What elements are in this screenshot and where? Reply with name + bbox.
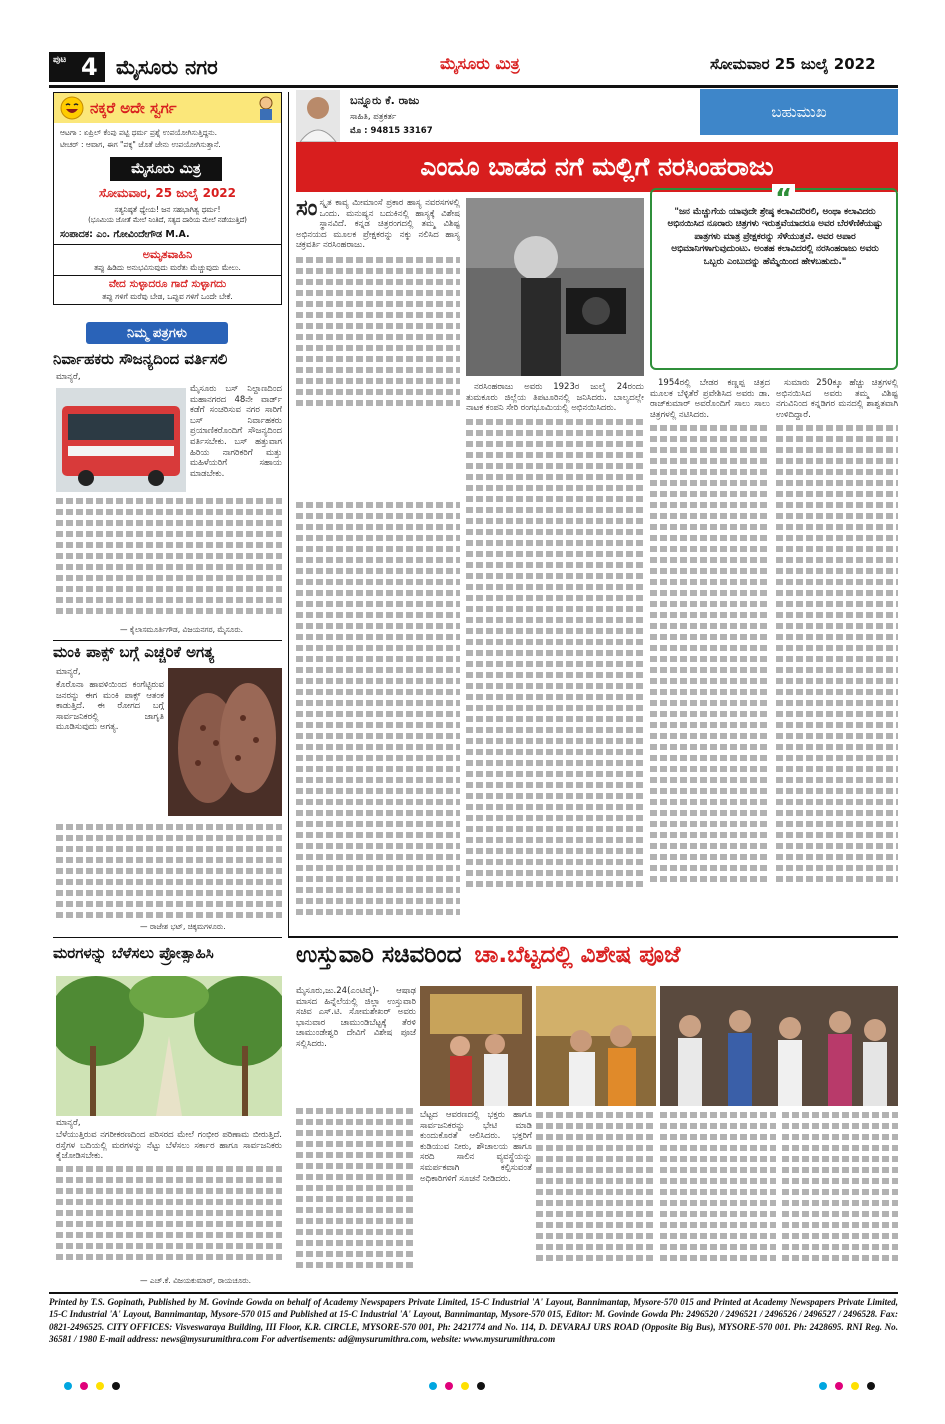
column-tag	[700, 89, 898, 135]
puja-col-2: ಬೆಟ್ಟದ ಆವರಣದಲ್ಲಿ ಭಕ್ತರು ಹಾಗೂ ಸಾರ್ವಜನಿಕರನ್ನು ಭೇಟಿ ಮಾಡಿ ಕುಂದುಕೊರತೆ ಆಲಿಸಿದರು. ಭಕ್ತರಿಗೆ ಕುಡಿಯುವ ನೀರು, ಶೌಚಾಲಯ ಹಾಗೂ ಸರದಿ ಸಾಲಿನ ವ್ಯವಸ್ಥೆಯನ್ನು ಸಮರ್ಪಕವಾಗಿ ಕಲ್ಪಿಸುವಂತೆ ಅಧಿಕಾರಿಗಳಿಗೆ ಸೂಚನೆ ನೀಡಿದರು.	[420, 1110, 532, 1184]
header-rule	[49, 85, 898, 88]
masthead-box	[110, 157, 222, 181]
letter-1-text-right: ಮೈಸೂರು ಬಸ್ ನಿಲ್ದಾಣದಿಂದ ಮಹಾನಗರದ 48ನೇ ವಾರ್ಡ್ ಕಡೆಗೆ ಸಂಚರಿಸುವ ನಗರ ಸಾರಿಗೆ ಬಸ್ ನಿರ್ವಾಹಕರು ಪ್ರಯಾಣಿಕರೊಂದಿಗೆ ಸೌಜನ್ಯದಿಂದ ವರ್ತಿಸಬೇಕು. ಬಸ್ ಹತ್ತುವಾಗ ಹಿರಿಯ ನಾಗರಿಕರಿಗೆ ಮತ್ತು ಮಹಿಳೆಯರಿಗೆ ಸಹಾಯ ಮಾಡಬೇಕು.	[190, 384, 282, 479]
letter-3-body: ಬೆಳೆಯುತ್ತಿರುವ ನಗರೀಕರಣದಿಂದ ಪರಿಸರದ ಮೇಲೆ ಗಂಭೀರ ಪರಿಣಾಮ ಬೀರುತ್ತಿದೆ. ರಸ್ತೆಗಳ ಬದಿಯಲ್ಲಿ ಮರಗಳನ್ನು ನೆಟ್ಟು ಬೆಳೆಸಲು ಸರ್ಕಾರ ಹಾಗೂ ಸಾರ್ವಜನಿಕರು ಕೈಜೋಡಿಸಬೇಕು.	[56, 1130, 282, 1162]
letter-2-title: ಮಂಕಿ ಪಾಕ್ಸ್ ಬಗ್ಗೆ ಎಚ್ಚರಿಕೆ ಅಗತ್ಯ	[53, 643, 215, 661]
column-rule	[288, 92, 289, 936]
section-rule	[288, 936, 898, 938]
puja-photo-3	[660, 986, 898, 1106]
author-name: ಬನ್ನೂರು ಕೆ. ರಾಜು	[350, 94, 420, 107]
page-number: 4	[81, 53, 98, 81]
reg-dot-black	[477, 1382, 485, 1390]
column-tag-label: ಬಹುಮುಖ	[771, 103, 827, 121]
trees-photo	[56, 976, 282, 1116]
reg-dot-black	[867, 1382, 875, 1390]
puja-headline-red: ಚಾ.ಬೆಟ್ಟದಲ್ಲಿ ವಿಶೇಷ ಪೂಜೆ	[474, 942, 681, 968]
joke-title: ನಕ್ಕರೆ ಅದೇ ಸ್ವರ್ಗ	[90, 99, 177, 117]
reg-dot-yellow	[461, 1382, 469, 1390]
masthead-small: ಮೈಸೂರು ಮಿತ್ರ	[440, 54, 520, 73]
editor-line: ಸಂಪಾದಕ: ಎಂ. ಗೋವಿಂದೇಗೌಡ M.A.	[60, 229, 190, 240]
reg-dot-yellow	[851, 1382, 859, 1390]
footer-imprint: Printed by T.S. Gopinath, Published by M. Govinde Gowda on behalf of Academy Newspapers Private Limited, 15-C Industrial 'A' Layout, Bannimantap, Mysore-570 015 and Printed at Academy Newspapers Private Limited, 15-C Industrial 'A' Layout, Bannimantap, Mysore-570 015 and Published at 15-C Industrial 'A' Layout, Bannimantap, Mysore-570 015, Editor: M. Govinde Gowda Ph: 2496520 / 2496521 / 2496526 / 2496527 / 2496528. Fax: 0821-2496525. CITY OFFICES: Visveswaraya Building, III Floor, K.R. CIRCLE, MYSORE-570 001, Ph: 2421774 and No. 114, D. DEVARAJ URS ROAD (Opposite Big Bus), MYSORE-570 001. Ph: 2428695. RNI Reg. No. 36581 / 1980 E-mail address: news@mysurumithra.com For advertisements: ad@mysurumithra.com, website: www.mysurumithra.com	[49, 1297, 898, 1345]
puja-photo-2	[536, 986, 656, 1106]
registration-marks-left	[60, 1375, 124, 1394]
puja-lead: ಮೈಸೂರು,ಜು.24(ಎಂಟಿವೈ)- ಆಷಾಢ ಮಾಸದ ಹಿನ್ನೆಲೆಯಲ್ಲಿ ಜಿಲ್ಲಾ ಉಸ್ತುವಾರಿ ಸಚಿವ ಎಸ್.ಟಿ. ಸೋಮಶೇಖರ್ ಅವರು ಭಾನುವಾರ ಚಾಮುಂಡಿಬೆಟ್ಟಕ್ಕೆ ತೆರಳಿ ಚಾಮುಂಡೇಶ್ವರಿ ದೇವಿಗೆ ವಿಶೇಷ ಪೂಜೆ ಸಲ್ಲಿಸಿದರು.	[296, 986, 416, 1049]
author-photo	[296, 90, 340, 142]
author-role: ಸಾಹಿತಿ, ಪತ್ರಕರ್ತ	[350, 112, 397, 122]
pull-quote	[650, 184, 898, 370]
page-label-box	[49, 52, 105, 82]
divider	[53, 937, 282, 938]
letter-3-sign: — ಎಚ್.ಕೆ. ವಿಜಯಕುಮಾರ್, ರಾಯಚೂರು.	[140, 1276, 251, 1285]
joke-header	[54, 93, 281, 123]
feature-body-1: ನರಸಿಂಹರಾಜು ಅವರು 1923ರ ಜುಲೈ 24ರಂದು ತುಮಕೂರು ಜಿಲ್ಲೆಯ ತಿಪಟೂರಿನಲ್ಲಿ ಜನಿಸಿದರು. ಬಾಲ್ಯದಲ್ಲೇ ನಾಟಕ ಕಂಪನಿ ಸೇರಿ ರಂಗಭೂಮಿಯಲ್ಲಿ ಅಭಿನಯಿಸಿದರು.	[466, 382, 644, 414]
letter-1-intro: ಮಾನ್ಯರೆ,	[56, 372, 81, 382]
bus-image	[56, 388, 186, 492]
letter-1-sign: — ಕೈಲಾಸಮೂರ್ತಿಗೌಡ, ವಿಜಯನಗರ, ಮೈಸೂರು.	[120, 625, 244, 634]
divider	[54, 275, 281, 276]
feature-col-1-lower	[296, 500, 460, 922]
letters-banner	[86, 322, 228, 344]
reg-dot-yellow	[96, 1382, 104, 1390]
divider	[54, 244, 281, 245]
header-date: ಸೋಮವಾರ 25 ಜುಲೈ 2022	[710, 55, 876, 73]
registration-marks-right	[815, 1375, 879, 1394]
veda-text: ತಪ್ಪು ಗಳಿಗೆ ಮರೆವು ಬೇಡ, ಒಪ್ಪುವ ಗಳಿಗೆ ಒಂದೇ ಬೇಕೆ.	[102, 292, 233, 301]
reg-dot-cyan	[429, 1382, 437, 1390]
amrutha-text: ತಪ್ಪು ಹಿಡಿದು ಅನುಭವಿಸುವುದು ಮರೆತು ಮೆಚ್ಚುವುದು ಮೇಲು.	[94, 263, 241, 272]
puja-col-1	[296, 1106, 416, 1276]
reg-dot-black	[112, 1382, 120, 1390]
tagline-2: (ಭೂಮಿಯ ಜೋತೆ ಮೇಲೆ ನಿಂತಿದೆ, ಸತ್ಯದ ದಾರಿಯ ಮೇಲೆ ನಡೆಯುತ್ತಿದೆ)	[88, 216, 247, 224]
monkeypox-photo	[168, 668, 282, 816]
puja-headline	[296, 942, 898, 982]
feature-col-4	[776, 378, 898, 922]
reg-dot-magenta	[835, 1382, 843, 1390]
puja-image-2	[536, 986, 656, 1106]
feature-headline: ಎಂದೂ ಬಾಡದ ನಗೆ ಮಲ್ಲಿಗೆ ನರಸಿಂಹರಾಜು	[296, 142, 898, 192]
author-portrait	[296, 90, 340, 142]
puja-headline-black: ಉಸ್ತುವಾರಿ ಸಚಿವರಿಂದ	[296, 942, 462, 968]
letter-3-fill	[56, 1164, 282, 1274]
letters-banner-label: ನಿಮ್ಮ ಪತ್ರಗಳು	[127, 326, 187, 341]
puja-photo-1	[420, 986, 532, 1106]
puja-col-4	[660, 1110, 776, 1276]
trees-image	[56, 976, 282, 1116]
actor-photo	[466, 198, 644, 376]
footer-rule	[49, 1292, 898, 1294]
feature-col-2	[466, 382, 644, 922]
joke-line-1: ಆಟಗಾ : ಏಪ್ರಿಲ್ ಕೆಂಪು ಪಟ್ಟಿ ಧರ್ಮ ಪ್ರಶ್ನೆ ಉಪಯೋಗಿಸುತ್ತಿದ್ದನು.	[60, 128, 218, 137]
quote-mark-icon: “	[772, 184, 795, 214]
registration-marks-center	[425, 1375, 489, 1394]
puja-image-3	[660, 986, 898, 1106]
laughing-face-icon	[60, 96, 84, 120]
letter-1-title: ನಿರ್ವಾಹಕರು ಸೌಜನ್ಯದಿಂದ ವರ್ತಿಸಲಿ	[53, 350, 228, 368]
feature-lead	[296, 198, 460, 498]
letter-3-title: ಮರಗಳನ್ನು ಬೆಳೆಸಲು ಪ್ರೋತ್ಸಾಹಿಸಿ	[53, 944, 214, 962]
actor-image	[466, 198, 644, 376]
hands-image	[168, 668, 282, 816]
letter-2-intro: ಮಾನ್ಯರೆ,	[56, 667, 81, 677]
masthead-logo: ಮೈಸೂರು ಮಿತ್ರ	[131, 161, 201, 177]
letter-1-body	[56, 384, 282, 634]
masthead-date: ಸೋಮವಾರ, 25 ಜುಲೈ 2022	[98, 186, 236, 200]
reg-dot-magenta	[80, 1382, 88, 1390]
section-title: ಮೈಸೂರು ನಗರ	[116, 55, 218, 79]
puja-image-1	[420, 986, 532, 1106]
page-label: ಪುಟ	[53, 55, 67, 65]
letter-3-intro: ಮಾನ್ಯರೆ,	[56, 1118, 81, 1128]
joke-line-2: ಟೀಚರ್ : ಆವಾಗ, ಈಗ "ಪಕ್ಕ" ಜೊತೆ ಜೇನು ಉಪಯೋಗಿಸುತ್ತಾನೆ.	[60, 140, 221, 149]
divider	[53, 640, 282, 641]
bus-photo	[56, 388, 186, 492]
feature-body-2: 1954ರಲ್ಲಿ ಬೇಡರ ಕಣ್ಣಪ್ಪ ಚಿತ್ರದ ಮೂಲಕ ಬೆಳ್ಳಿತೆರೆ ಪ್ರವೇಶಿಸಿದ ಅವರು ಡಾ. ರಾಜ್‍ಕುಮಾರ್ ಅವರೊಂದಿಗೆ ಸಾಲು ಸಾಲು ಚಿತ್ರಗಳಲ್ಲಿ ನಟಿಸಿದರು.	[650, 378, 770, 420]
puja-col-5	[782, 1110, 898, 1276]
letter-2-body-top: ಕೊರೊನಾ ಹಾವಳಿಯಿಂದ ಕಂಗೆಟ್ಟಿರುವ ಜನರನ್ನು ಈಗ ಮಂಕಿ ಪಾಕ್ಸ್ ಆತಂಕ ಕಾಡುತ್ತಿದೆ. ಈ ರೋಗದ ಬಗ್ಗೆ ಸಾರ್ವಜನಿಕರಲ್ಲಿ ಜಾಗೃತಿ ಮೂಡಿಸುವುದು ಅಗತ್ಯ.	[56, 680, 164, 733]
cartoon-man-icon	[254, 95, 278, 121]
author-phone: ಮೊ : 94815 33167	[350, 126, 433, 136]
puja-col-3	[536, 1110, 656, 1276]
feature-col-3	[650, 378, 770, 922]
reg-dot-cyan	[64, 1382, 72, 1390]
feature-lead-text: ಸ್ಕೃತ ಕಾವ್ಯ ಮೀಮಾಂಸೆ ಪ್ರಕಾರ ಹಾಸ್ಯ ನವರಸಗಳಲ್ಲಿ ಒಂದು. ಮನುಷ್ಯನ ಬದುಕಿನಲ್ಲಿ ಹಾಸ್ಯಕ್ಕೆ ವಿಶೇಷ ಸ್ಥಾನವಿದೆ. ಕನ್ನಡ ಚಿತ್ರರಂಗದಲ್ಲಿ ತಮ್ಮ ವಿಶಿಷ್ಟ ಅಭಿನಯದ ಮೂಲಕ ಪ್ರೇಕ್ಷಕರನ್ನು ನಕ್ಕು ನಲಿಸಿದ ಹಾಸ್ಯ ಚಕ್ರವರ್ತಿ ನರಸಿಂಹರಾಜು.	[296, 198, 460, 251]
joke-box	[53, 92, 282, 305]
reg-dot-magenta	[445, 1382, 453, 1390]
letter-2-fill	[56, 822, 282, 932]
letter-2-sign: — ರಾಜೇಶ ಭಟ್, ಚಿಕ್ಕಮಗಳೂರು.	[140, 922, 226, 931]
veda-title: ವೇದ ಸುಳ್ಳಾದರೂ ಗಾದೆ ಸುಳ್ಳಾಗದು	[108, 278, 227, 290]
tagline-1: ಸತ್ಯನಿಷ್ಠತೆ ಧ್ಯೇಯ! ಜನ ಸಹಭಾಗಿತ್ವ ಧರ್ಮ!	[114, 205, 221, 214]
feature-body-3: ಸುಮಾರು 250ಕ್ಕೂ ಹೆಚ್ಚು ಚಿತ್ರಗಳಲ್ಲಿ ಅಭಿನಯಿಸಿದ ಅವರು ತಮ್ಮ ವಿಶಿಷ್ಟ ನಗುವಿನಿಂದ ಕನ್ನಡಿಗರ ಮನದಲ್ಲಿ ಶಾಶ್ವತವಾಗಿ ಉಳಿದಿದ್ದಾರೆ.	[776, 378, 898, 420]
letter-1-fill	[56, 496, 282, 616]
reg-dot-cyan	[819, 1382, 827, 1390]
quote-text: "ಜನ ಮೆಚ್ಚುಗೆಯ ಯಾವುದೇ ಶ್ರೇಷ್ಠ ಕಲಾವಿದರಿರಲಿ, ಅಂಥಾ ಕಲಾವಿದರು ಅಭಿನಯಿಸಿದ ನೂರಾರು ಚಿತ್ರಗಳು ಇರುತ್ತವೆಯಾದರೂ ಅವರ ಬೆರಳೆಣಿಕೆಯಷ್ಟು ಪಾತ್ರಗಳು ಮಾತ್ರ ಪ್ರೇಕ್ಷಕರನ್ನು ಸೆಳೆಯುತ್ತವೆ. ಅವರ ಅಪಾರ ಅಭಿಮಾನಿಗಳಾಗುವುದುಂಟು. ಅಂತಹ ಕಲಾವಿದರಲ್ಲಿ ನರಸಿಂಹರಾಜು ಅವರು ಒಬ್ಬರು ಎಂಬುದನ್ನು ಹೆಮ್ಮೆಯಿಂದ ಹೇಳಬಹುದು."	[667, 207, 883, 267]
amrutha-title: ಅಮೃತವಾಹಿನಿ	[142, 248, 193, 261]
dropcap: ಸಂ	[296, 198, 318, 221]
